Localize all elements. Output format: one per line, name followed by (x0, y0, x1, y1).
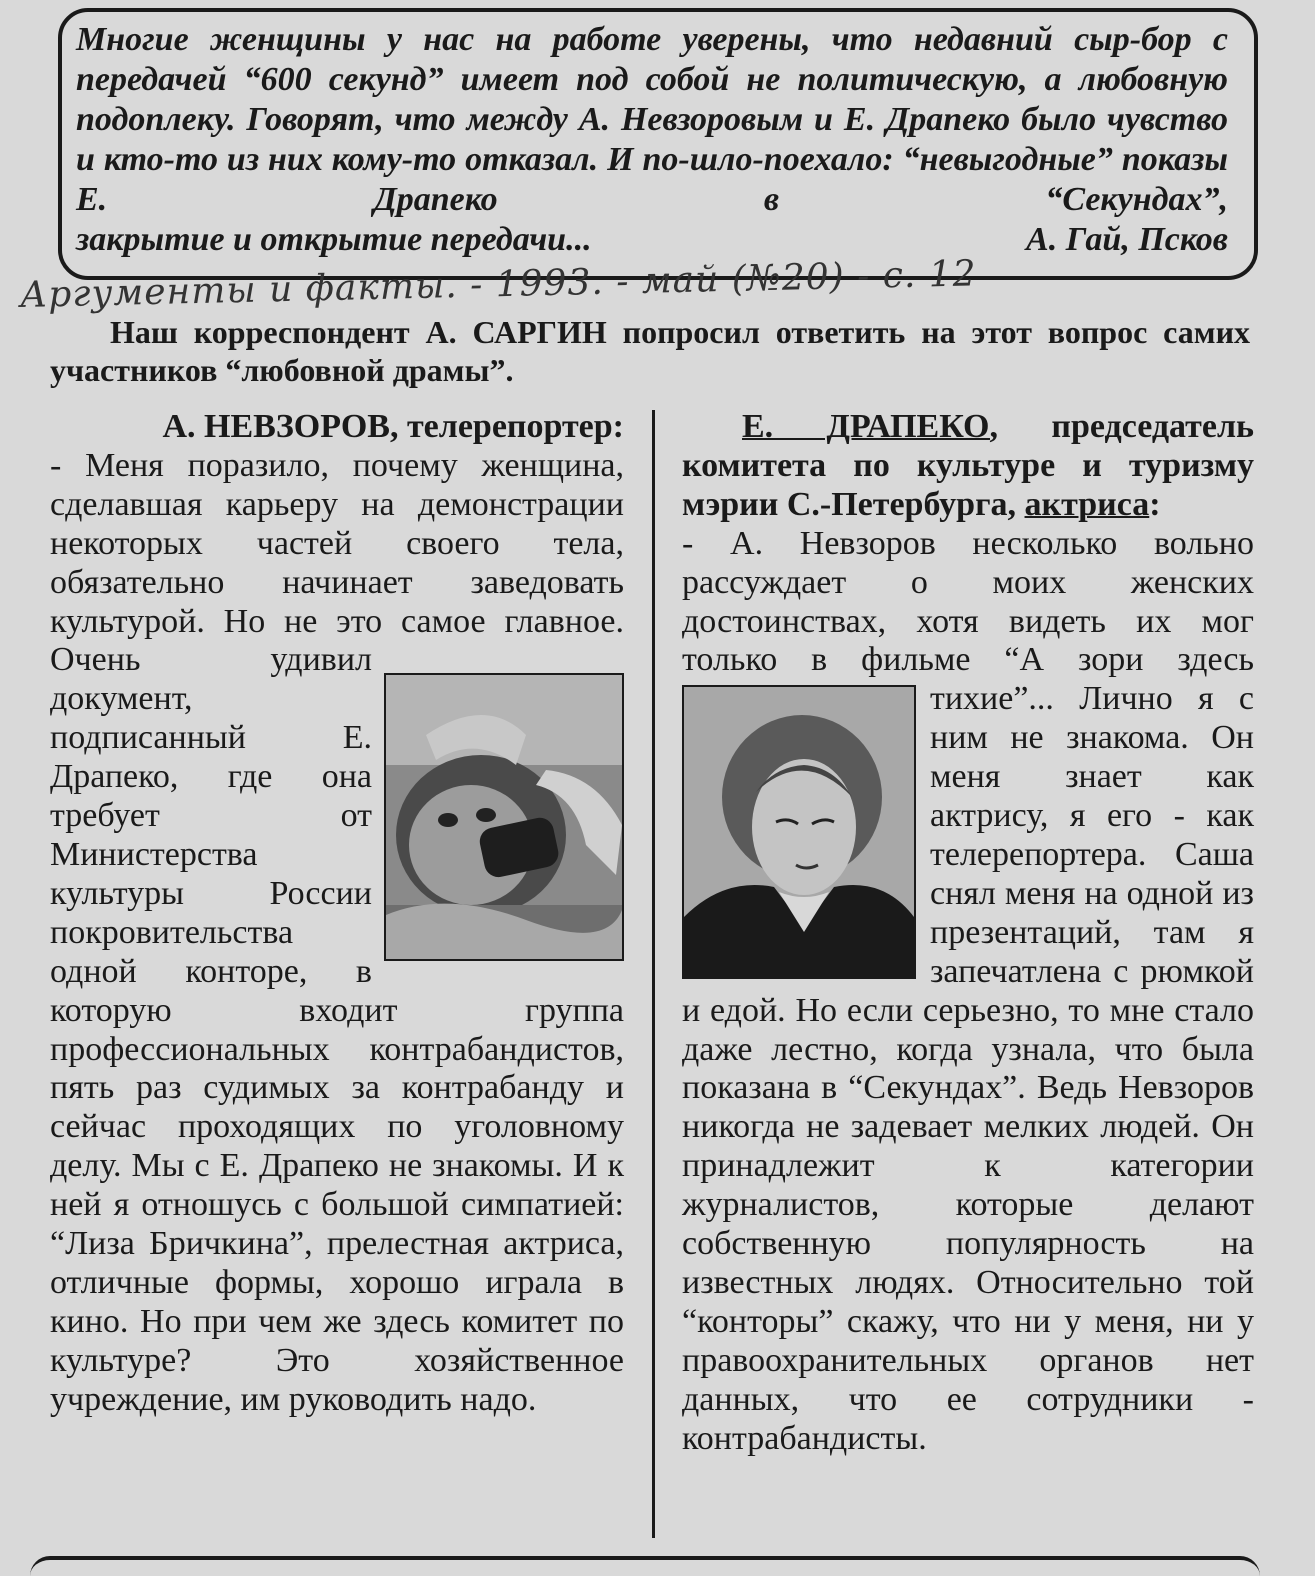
reader-letter-ending: закрытие и открытие передачи... (76, 221, 592, 258)
nevzorov-photo-image (386, 675, 622, 959)
left-heading (50, 408, 624, 447)
right-speaker-role: председатель комитета по культуре и туризму мэрии С.-Петербурга, (682, 408, 1255, 523)
right-speaker-name: Е. ДРАПЕКО, (742, 408, 998, 445)
right-speaker-role-actress: актриса (1024, 485, 1150, 523)
nevzorov-photo (384, 673, 624, 961)
reader-letter-box (58, 8, 1258, 280)
right-heading (682, 408, 1254, 525)
reader-letter-signature: А. Гай, Псков (1026, 221, 1228, 258)
left-body-text: - Меня поразило, почему женщина, сделавшая карьеру на демонстрации некоторых частей своего тела, обязательно начинает заведовать культурой. Но не это самое главное. Очень удивил документ, подписанный Е. Драпеко, где она требует от Министерства культуры России покровительства одной конторе, в которую входит группа профессиональных контрабандистов, пять раз судимых за контрабанду и сейчас проходящих по уголовному делу. Мы с Е. Драпеко не знакомы. И к ней я отношусь с большой симпатией: “Лиза Бричкина”, прелестная актриса, отличные формы, хорошо играла в кино. Но при чем же здесь комитет по культуре? Это хозяйственное учреждение, им руководить надо. (50, 446, 624, 1418)
right-column (682, 408, 1254, 1458)
reader-letter-text: Многие женщины у нас на работе уверены, что недавний сыр-бор с передачей “600 секунд” имеет под собой не политическую, а любовную подоплеку. Говорят, что между А. Невзоровым и Е. Драпеко было чувство и кто-то из них кому-то отказал. И по-шло-поехало: “невыгодные” показы Е. Драпеко в “Секундах”, (76, 21, 1228, 218)
left-body (50, 447, 624, 1420)
right-speaker-role-colon: : (1149, 485, 1161, 523)
left-column (50, 408, 624, 1420)
left-speaker-name: А. НЕВЗОРОВ, (162, 408, 399, 445)
next-article-border (30, 1556, 1260, 1576)
drapeko-photo (682, 685, 916, 979)
left-speaker-role: телерепортер: (398, 408, 624, 445)
drapeko-photo-image (684, 687, 914, 977)
right-body (682, 525, 1254, 1459)
column-divider (652, 410, 655, 1538)
handwritten-source-note: Аргументы и факты. - 1993. - май (№20) - с. 12 (19, 253, 978, 316)
right-body-text: - А. Невзоров несколько вольно рассуждает о моих женских достоинствах, хотя видеть их мог только в фильме “А зори здесь тихие”... Лично я с ним не знакома. Он меня знает как актрису, я его - как телерепортера. Саша снял меня на одной из презентаций, там я запечатлена с рюмкой и едой. Но если серьезно, то мне стало даже лестно, когда узнала, что была показана в “Секундах”. Ведь Невзоров никогда не задевает мелких людей. Он принадлежит к категории журналистов, которые делают собственную популярность на известных людях. Относительно той “конторы” скажу, что ни у меня, ни у правоохранительных органов нет данных, что ее сотрудники - контрабандисты. (682, 524, 1254, 1457)
correspondent-intro: Наш корреспондент А. САРГИН попросил ответить на этот вопрос самих участников “любовной драмы”. (50, 314, 1250, 388)
